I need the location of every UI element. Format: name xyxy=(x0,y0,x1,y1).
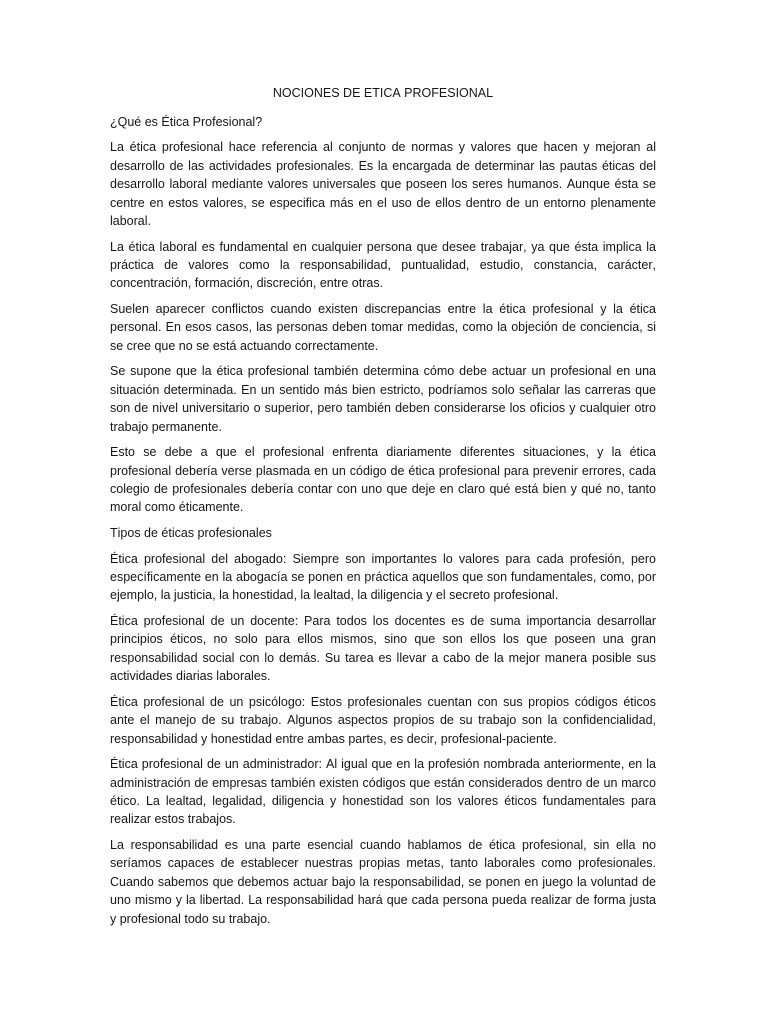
section-what-is-professional-ethics xyxy=(110,113,656,517)
profession-description: Para todos los docentes es de suma importancia desarrollar principios éticos, no solo para ellos mismos, sino que son ellos los que poseen una gran responsabilidad social con lo demás. Su tarea es llevar a cabo de la mejor manera posible sus actividades diarias laborales. xyxy=(110,614,656,684)
profession-description: Siempre son importantes lo valores para cada profesión, pero específicamente en la abogacía se ponen en práctica aquellos que son fundamentales, como, por ejemplo, la justicia, la honestidad, la lealtad, la diligencia y el secreto profesional. xyxy=(110,551,656,603)
document-body xyxy=(110,84,656,935)
paragraph: Esto se debe a que el profesional enfrenta diariamente diferentes situaciones, y la ética profesional debería verse plasmada en un código de ética profesional para prevenir errores, cada colegio de profesionales debería contar con uno que deje en claro qué está bien y qué no, tanto moral como éticamente. xyxy=(110,445,656,515)
section-heading: Tipos de éticas profesionales xyxy=(110,526,272,541)
section-types-of-professional-ethics xyxy=(110,524,656,928)
profession-item xyxy=(110,755,656,829)
profession-item xyxy=(110,693,656,748)
profession-description: Estos profesionales cuentan con sus propios códigos éticos ante el manejo de su trabajo. Algunos aspectos propios de su trabajo son la confidencialidad, responsabilidad y honestidad entre ambas partes, es decir, profesional-paciente. xyxy=(110,694,656,746)
profession-term: Ética profesional de un docente: xyxy=(110,614,299,629)
closing-paragraph: La responsabilidad es una parte esencial cuando hablamos de ética profesional, sin ella no seríamos capaces de establecer nuestras propias metas, tanto laborales como profesionales. Cuando sabemos que debemos actuar bajo la responsabilidad, se ponen en juego la voluntad de uno mismo y la libertad. La responsabilidad hará que cada persona pueda realizar de forma justa y profesional todo su trabajo. xyxy=(110,838,656,926)
profession-term: Ética profesional de un psicólogo: xyxy=(110,694,306,709)
section-heading: ¿Qué es Ética Profesional? xyxy=(110,114,263,129)
profession-item xyxy=(110,550,656,605)
profession-item xyxy=(110,612,656,686)
paragraph: La ética laboral es fundamental en cualquier persona que desee trabajar, ya que ésta implica la práctica de valores como la responsabilidad, puntualidad, estudio, constancia, carácter, concentración, formación, discreción, entre otras. xyxy=(110,239,656,291)
paragraph: La ética profesional hace referencia al conjunto de normas y valores que hacen y mejoran al desarrollo de las actividades profesionales. Es la encargada de determinar las pautas éticas del desarrollo laboral mediante valores universales que poseen los seres humanos. Aunque ésta se centre en estos valores, se especifica más en el uso de ellos dentro de un entorno plenamente laboral. xyxy=(110,140,656,229)
profession-description: Al igual que en la profesión nombrada anteriormente, en la administración de empresas también existen códigos que están considerados dentro de un marco ético. La lealtad, legalidad, diligencia y honestidad son los valores éticos fundamentales para realizar estos trabajos. xyxy=(110,757,656,827)
profession-term: Ética profesional de un administrador: xyxy=(110,757,322,772)
document-title: NOCIONES DE ETICA PROFESIONAL xyxy=(272,86,494,100)
paragraph: Se supone que la ética profesional también determina cómo debe actuar un profesional en una situación determinada. En un sentido más bien estricto, podríamos solo señalar las carreras que son de nivel universitario o superior, pero también deben considerarse los oficios y cualquier otro trabajo permanente. xyxy=(110,364,656,434)
paragraph: Suelen aparecer conflictos cuando existen discrepancias entre la ética profesional y la ética personal. En esos casos, las personas deben tomar medidas, como la objeción de conciencia, si se cree que no se está actuando correctamente. xyxy=(110,302,656,353)
profession-term: Ética profesional del abogado: xyxy=(110,551,287,566)
